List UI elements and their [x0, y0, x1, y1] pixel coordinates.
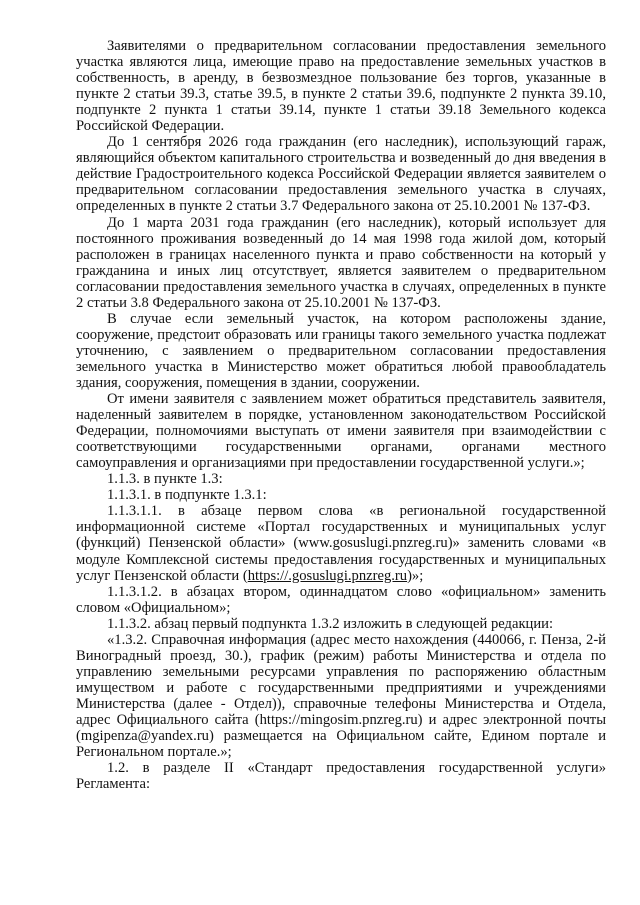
paragraph-house: До 1 марта 2031 года гражданин (его наследник), который использует для постоянного проживания возведенный до 14 мая 1998 года жилой дом, который расположен в границах населенного пункта и право собственности на который у гражданина и иных лиц отсутствует, является заявителем о предварительном согласовании предоставления земельного участка в случаях, определенных в пункте 2 статьи 3.8 Федерального закона от 25.10.2001 № 137-ФЗ. — [76, 214, 606, 311]
paragraph-1-1-3-1: 1.1.3.1. в подпункте 1.3.1: — [107, 487, 267, 504]
paragraph-1-1-3: 1.1.3. в пункте 1.3: — [107, 471, 223, 488]
paragraph-garage: До 1 сентября 2026 года гражданин (его наследник), использующий гараж, являющийся объектом капитального строительства и возведенный до дня введения в действие Градостроительного кодекса Российской Федерации является заявителем о предварительном согласовании предоставления земельного участка в случаях, определенных в пункте 2 статьи 3.7 Федерального закона от 25.10.2001 № 137-ФЗ. — [76, 134, 606, 215]
paragraph-1-1-3-1-1-text: 1.1.3.1.1. в абзаце первом слова «в региональной государственной информационной системе «Портал государственных и муниципальных услуг (функций) Пензенской области» (www.gosuslugi.pnzreg.ru)» заменить словами «в модуле Комплексной системы предоставления государственных и муниципальных услуг Пензенской области ( — [76, 503, 606, 584]
paragraph-representative: От имени заявителя с заявлением может обратиться представитель заявителя, наделенный заявителем в порядке, установленном законодательством Российской Федерации, полномочиями выступать от имени заявителя при взаимодействии с соответствующими государственными органами, органами местного самоуправления и организациями при предоставлении государственной услуги.»; — [76, 391, 606, 472]
paragraph-1-1-3-1-2: 1.1.3.1.2. в абзацах втором, одиннадцатом слово «официальном» заменить словом «Официальном»; — [76, 583, 606, 616]
paragraph-1-3-2-quote: «1.3.2. Справочная информация (адрес место нахождения (440066, г. Пенза, 2-й Виноградный проезд, 30.), график (режим) работы Министерства и отдела по управлению земельными ресурсами управления по распоряжению областным имуществом и работе с государственными предприятиями и учреждениями Министерства (далее - Отдел)), справочные телефоны Министерства и Отдела, адрес Официального сайта (https://mingosim.pnzreg.ru) и адрес электронной почты (mgipenza@yandex.ru) размещается на Официальном сайте, Едином портале и Региональном портале.»; — [76, 631, 606, 761]
paragraph-applicants: Заявителями о предварительном согласовании предоставления земельного участка являются лица, имеющие право на предоставление земельных участков в собственность, в аренду, в безвозмездное пользование без торгов, указанные в пункте 2 статьи 39.3, статье 39.5, в пункте 2 статьи 39.6, подпункте 2 пункта 39.10, подпункте 2 пункта 1 статьи 39.14, пункте 1 статьи 39.18 Земельного кодекса Российской Федерации. — [76, 38, 606, 135]
paragraph-land-plot: В случае если земельный участок, на котором расположены здание, сооружение, предстоит образовать или границы такого земельного участка подлежат уточнению, с заявлением о предварительном согласовании предоставления земельного участка в Министерство может обратиться любой правообладатель здания, сооружения, помещения в здании, сооружении. — [76, 310, 606, 391]
gosuslugi-link[interactable]: https://.gosuslugi.pnzreg.ru — [247, 567, 408, 584]
paragraph-1-1-3-1-1 — [76, 503, 606, 583]
paragraph-1-2: 1.2. в разделе II «Стандарт предоставления государственной услуги» Регламента: — [76, 760, 606, 793]
paragraph-1-1-3-1-1-tail: )»; — [407, 567, 424, 584]
paragraph-1-1-3-2: 1.1.3.2. абзац первый подпункта 1.3.2 изложить в следующей редакции: — [107, 615, 554, 632]
